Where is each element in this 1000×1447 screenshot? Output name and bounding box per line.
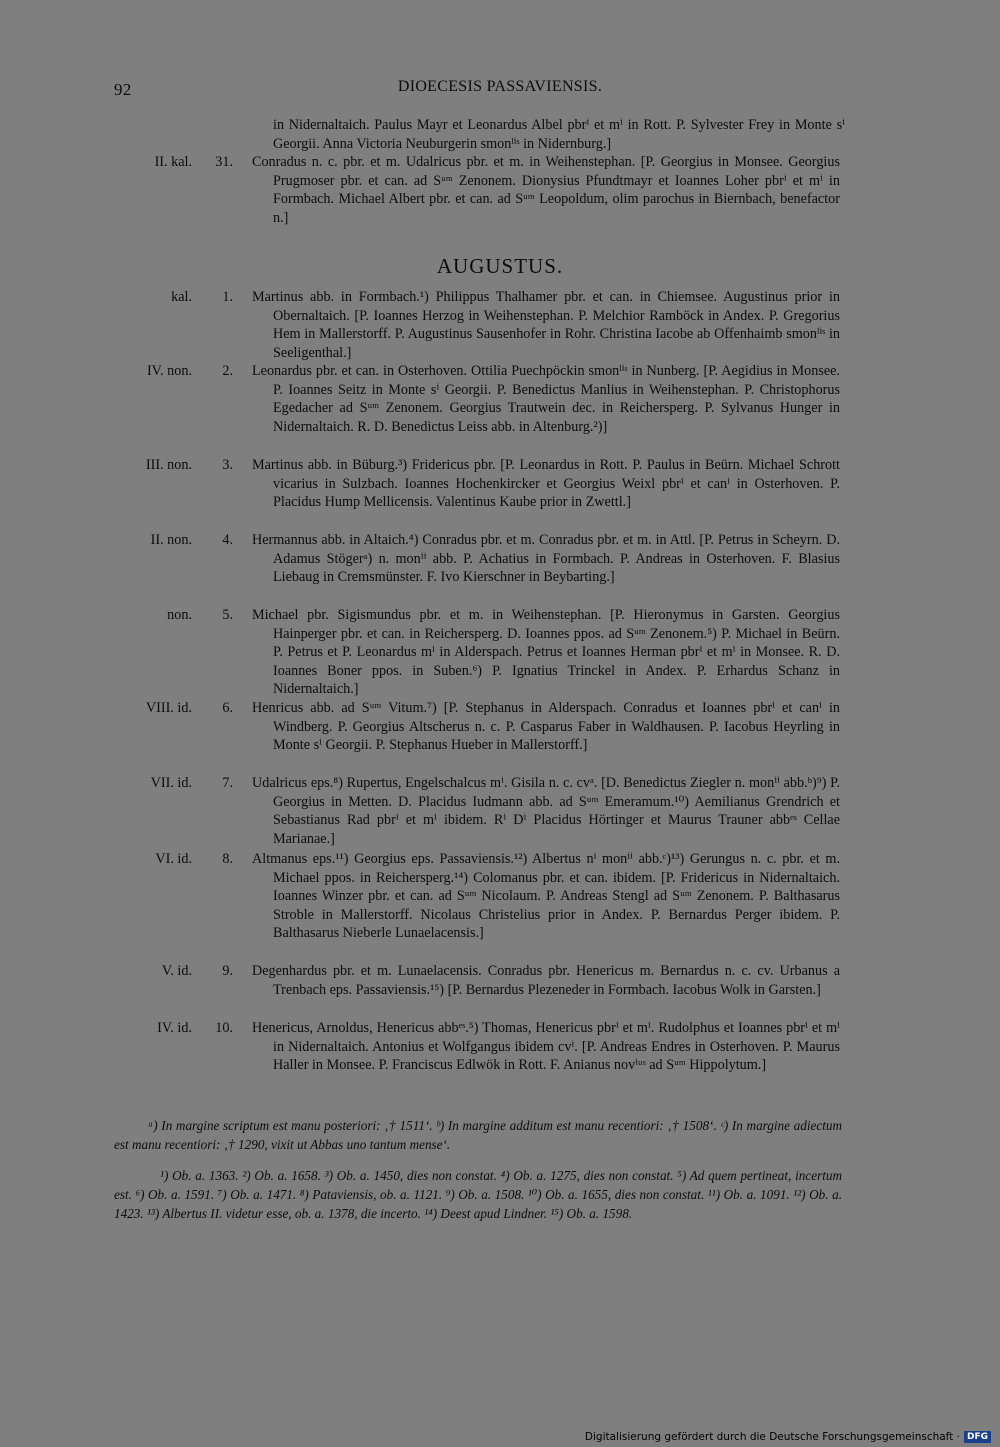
entry-date: IV. id. <box>157 1020 192 1036</box>
entry-text: Michael pbr. Sigismundus pbr. et m. in Weihenstephan. [P. Hieronymus in Garsten. Georgius Hainperger pbr. et can. in Reichersperg. D. Ioannes ppos. ad Sᵘᵐ Zenonem.⁵) P. Michael in Beürn. P. Petrus et P. Leonardus mⁱ in Alderspach. Petrus et Ioannes Herman pbrⁱ et mⁱ in Monsee. R. D. Ioannes Boner ppos. in Suben.⁶) P. Ignatius Trinckel in Andex. P. Erhardus Schanz in Nidernaltaich.] <box>252 607 840 698</box>
entry-date: II. kal. <box>154 154 192 170</box>
entry-day: 6. <box>222 700 233 716</box>
running-title: DIOECESIS PASSAVIENSIS. <box>397 78 603 95</box>
digitization-credit <box>585 1430 991 1444</box>
entry-date: V. id. <box>161 963 192 979</box>
entry-day: 7. <box>222 775 233 791</box>
entry-day: 10. <box>215 1020 233 1036</box>
entry-day: 1. <box>222 289 233 305</box>
page-number: 92 <box>114 80 132 99</box>
entry-date: VIII. id. <box>145 700 192 716</box>
entry-day: 2. <box>222 363 233 379</box>
entry-text: Degenhardus pbr. et m. Lunaelacensis. Conradus pbr. Henericus m. Bernardus n. c. cv. Urbanus a Trenbach eps. Passaviensis.¹⁵) [P. Bernardus Plezeneder in Formbach. Iacobus Wolk in Garsten.] <box>252 963 840 998</box>
entry-text: Martinus abb. in Formbach.¹) Philippus Thalhamer pbr. et can. in Chiemsee. Augustinus prior in Obernaltaich. [P. Ioannes Herzog in Weihenstephan. P. Melchior Ramböck in Andex. P. Gregorius Hem in Mallerstorff. P. Augustinus Sausenhofer in Rohr. Christina Iacobe ab Offenhaimb smonˡⁱˢ in Seeligenthal.] <box>252 289 840 361</box>
entry-text: Leonardus pbr. et can. in Osterhoven. Ottilia Puechpöckin smonˡⁱˢ in Nunberg. [P. Aegidius in Monsee. P. Ioannes Seitz in Monte sⁱ Georgii. P. Benedictus Manlius in Weihenstephan. P. Christophorus Egedacher ad Sᵘᵐ Zenonem. Georgius Trautwein dec. in Reichersperg. P. Sylvanus Hunger in Nidernaltaich. R. D. Benedictus Leiss abb. in Altenburg.²)] <box>252 363 840 435</box>
entry-date: non. <box>167 607 192 623</box>
entry-text: Conradus n. c. pbr. et m. Udalricus pbr. et m. in Weihenstephan. [P. Georgius in Monsee. Georgius Prugmoser pbr. et can. ad Sᵘᵐ Zenonem. Dionysius Pfundtmayr et Ioannes Loher pbrⁱ et mⁱ in Formbach. Michael Albert pbr. et can. ad Sᵘᵐ Leopoldum, olim parochus in Biernbach, benefactor n.] <box>252 154 840 226</box>
entry-day: 5. <box>222 607 233 623</box>
entry-date: II. non. <box>150 532 192 548</box>
entry-day: 9. <box>222 963 233 979</box>
entry-day: 4. <box>222 532 233 548</box>
entry-text: Udalricus eps.⁸) Rupertus, Engelschalcus mⁱ. Gisila n. c. cvᵃ. [D. Benedictus Ziegler n. monⁱⁱ abb.ᵇ)⁹) P. Georgius in Metten. D. Placidus Iudmann abb. ad Sᵘᵐ Emeramum.¹⁰) Aemilianus Grendrich et Sebastianus Rad pbrⁱ et mⁱ ibidem. Rⁱ Dⁱ Placidus Hörtinger et Maurus Trauner abbᵉˢ Cellae Marianae.] <box>252 775 840 847</box>
entry-text: Altmanus eps.¹¹) Georgius eps. Passaviensis.¹²) Albertus nⁱ monⁱⁱ abb.ᶜ)¹³) Gerungus n. c. pbr. et m. Michael ppos. in Reichersperg.¹⁴) Colomanus pbr. et can. ibidem. [P. Fridericus in Nidernaltaich. Ioannes Winzer pbr. et can. ad Sᵘᵐ Nicolaum. P. Andreas Stengl ad Sᵘᵐ Zenonem. P. Balthasarus Stroble in Mallerstorff. Nicolaus Christelius prior in Andex. P. Bernardus Perger ibidem. P. Balthasarus Nieberle Lunaelacensis.] <box>252 851 840 942</box>
entry-text: Henericus, Arnoldus, Henericus abbᵉˢ.⁵) Thomas, Henericus pbrⁱ et mⁱ. Rudolphus et Ioannes pbrⁱ et mⁱ in Nidernaltaich. Antonius et Wolfgangus ibidem cvⁱ. [P. Andreas Endres in Osterhoven. P. Maurus Haller in Monsee. P. Franciscus Edlwök in Rott. F. Anianus novⁱᵘˢ ad Sᵘᵐ Hippolytum.] <box>252 1020 840 1074</box>
footnotes-letters: ᵃ) In margine scriptum est manu posteriori: ‚† 1511‘. ᵇ) In margine additum est manu recentiori: ‚† 1508‘. ᶜ) In margine adiectum est manu recentiori: ‚† 1290, vixit ut Abbas uno tantum mense‘. <box>114 1118 842 1152</box>
dfg-logo: DFG <box>964 1431 991 1443</box>
month-heading: AUGUSTUS. <box>436 254 564 278</box>
entry-date: VI. id. <box>155 851 192 867</box>
continuation-text: in Nidernaltaich. Paulus Mayr et Leonardus Albel pbrⁱ et mⁱ in Rott. P. Sylvester Frey in Monte sⁱ Georgii. Anna Victoria Neuburgerin smonˡⁱˢ in Nidernburg.] <box>273 117 845 152</box>
entry-date: kal. <box>171 289 192 305</box>
footnotes-numbers: ¹) Ob. a. 1363. ²) Ob. a. 1658. ³) Ob. a. 1450, dies non constat. ⁴) Ob. a. 1275, dies non constat. ⁵) Ad quem pertineat, incertum est. ⁶) Ob. a. 1591. ⁷) Ob. a. 1471. ⁸) Pataviensis, ob. a. 1121. ⁹) Ob. a. 1508. ¹⁰) Ob. a. 1655, dies non constat. ¹¹) Ob. a. 1091. ¹²) Ob. a. 1423. ¹³) Albertus II. videtur esse, ob. a. 1378, die incerto. ¹⁴) Deest apud Lindner. ¹⁵) Ob. a. 1598. <box>114 1168 842 1221</box>
entry-date: IV. non. <box>146 363 192 379</box>
entry-text: Henricus abb. ad Sᵘᵐ Vitum.⁷) [P. Stephanus in Alderspach. Conradus et Ioannes pbrⁱ et canⁱ in Windberg. P. Georgius Altscherus n. c. P. Casparus Faber in Waldhausen. P. Iacobus Heyrling in Monte sⁱ Georgii. P. Stephanus Hueber in Mallerstorff.] <box>252 700 840 754</box>
entry-text: Hermannus abb. in Altaich.⁴) Conradus pbr. et m. Conradus pbr. et m. in Attl. [P. Petrus in Scheyrn. D. Adamus Stögerᵃ) n. monⁱⁱ abb. P. Achatius in Formbach. P. Andreas in Osterhoven. F. Blasius Liebaug in Cremsmünster. F. Ivo Kierschner in Beybarting.] <box>252 532 840 586</box>
entry-day: 31. <box>215 154 233 170</box>
running-header <box>0 76 1000 102</box>
entry-text: Martinus abb. in Büburg.³) Fridericus pbr. [P. Leonardus in Rott. P. Paulus in Beürn. Michael Schrott vicarius in Sulzbach. Ioannes Hochenkircker et Georgius Weixl pbrⁱ et canⁱ in Osterhoven. P. Placidus Hump Mellicensis. Valentinus Kaube prior in Zwettl.] <box>252 457 840 511</box>
entry-date: III. non. <box>145 457 192 473</box>
entry-day: 8. <box>222 851 233 867</box>
credit-text: Digitalisierung gefördert durch die Deutsche Forschungsgemeinschaft · <box>584 1431 960 1443</box>
entry-day: 3. <box>222 457 233 473</box>
entry-date: VII. id. <box>150 775 192 791</box>
